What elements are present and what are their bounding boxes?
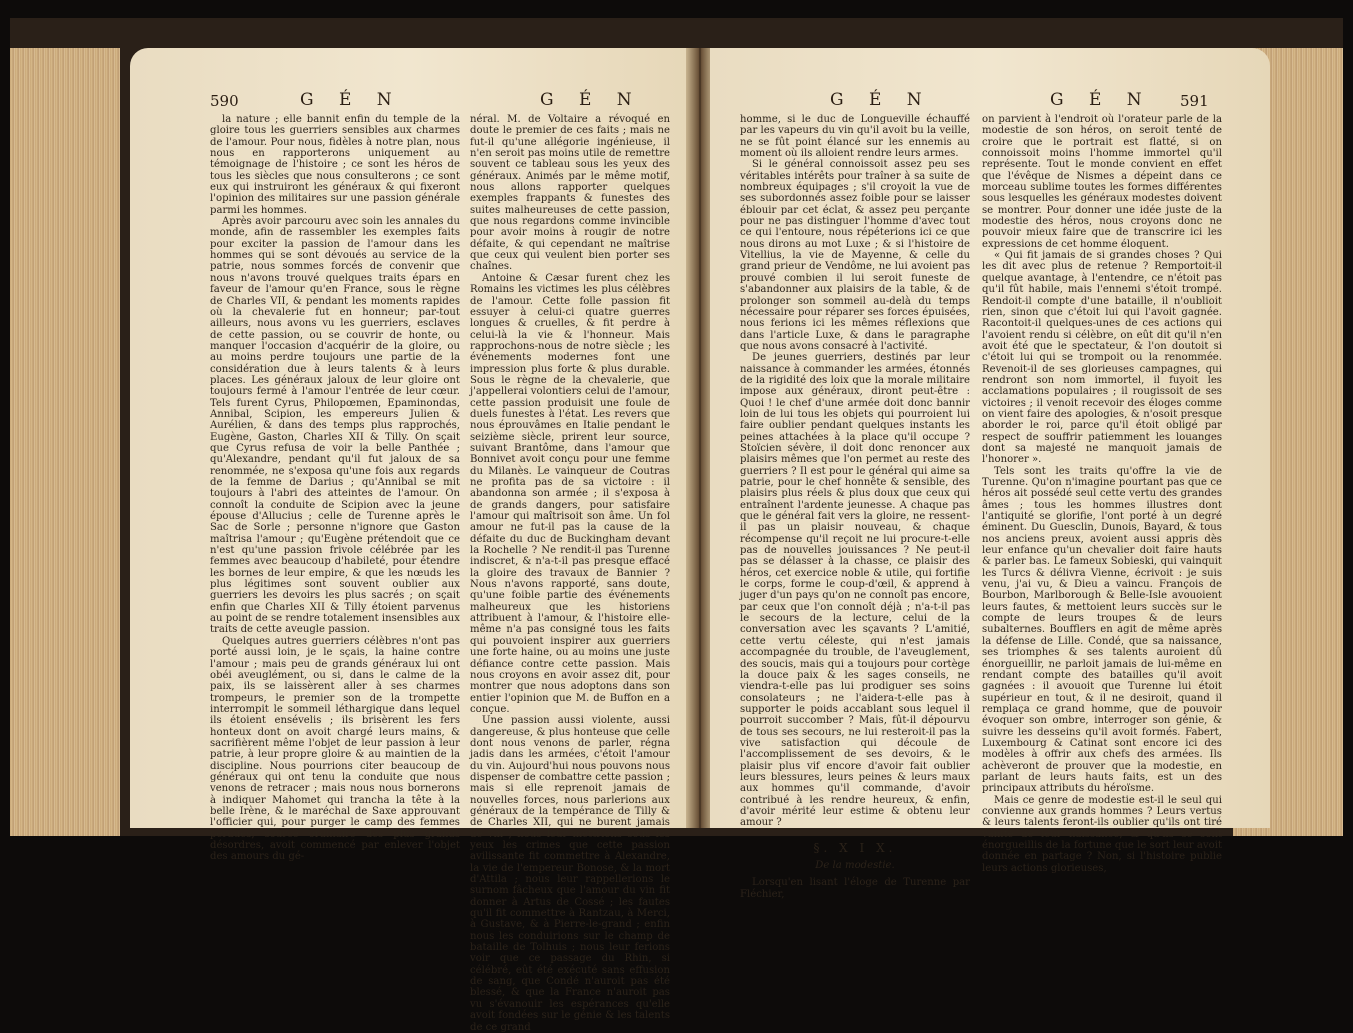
paragraph: homme, si le duc de Longueville échauffé par les vapeurs du vin qu'il avoit bu la veille, ne se fût point élancé sur les ennemis au moment où ils alloient rendre leurs armes. (740, 114, 970, 160)
left-column-1 (210, 114, 460, 863)
right-column-1 (740, 114, 970, 900)
section-subtitle: De la modestie. (815, 860, 895, 871)
running-head-left-col1: G É N (300, 90, 402, 110)
running-head-right-col1: G É N (830, 90, 932, 110)
running-head-right-col2: G É N (1050, 90, 1152, 110)
paragraph: « Qui fit jamais de si grandes choses ? Qui les dit avec plus de retenue ? Remportoit-il quelque avantage, à l'entendre, ce n'étoit pas qu'il fût habile, mais l'ennemi s'étoit trompé. Rendoit-il compte d'une bataille, il n'oublioit rien, sinon que c'étoit lui qui l'avoit gagnée. Racontoit-il quelques-unes de ces actions qui l'avoient rendu si célèbre, on eût dit qu'il n'en avoit été que le spectateur, & l'on doutoit si c'étoit lui qui se trompoit ou la renommée. Revenoit-il de ses glorieuses campagnes, qui rendront son nom immortel, il fuyoit les acclamations populaires ; il rougissoit de ses victoires ; il venoit recevoir des éloges comme on vient faire des apologies, & n'osoit presque aborder le roi, parce qu'il étoit obligé par respect de souffrir patiemment les louanges dont sa majesté ne manquoit jamais de l'honorer ». (982, 250, 1222, 466)
paragraph: Lorsqu'en lisant l'éloge de Turenne par Fléchier, (740, 877, 970, 900)
paragraph: la nature ; elle bannit enfin du temple de la gloire tous les guerriers sensibles aux charmes de l'amour. Pour nous, fidèles à notre plan, nous nous en rapporterons uniquement au témoignage de l'histoire ; ce sont les héros de tous les siècles que nous consulterons ; ce sont eux qui instruiront les généraux & qui fixeront l'opinion des militaires sur une passion générale parmi les hommes. (210, 114, 460, 216)
paragraph: on parvient à l'endroit où l'orateur parle de la modestie de son héros, on seroit tenté de croire que le portrait est flatté, si on connoissoit moins l'homme immortel qu'il représente. Tout le monde convient en effet que l'évêque de Nismes a dépeint dans ce morceau sublime toutes les formes différentes sous lesquelles les généraux modestes doivent se montrer. Pour donner une idée juste de la modestie des héros, nous croyons donc ne pouvoir mieux faire que de transcrire ici les expressions de cet homme éloquent. (982, 114, 1222, 250)
paragraph: De jeunes guerriers, destinés par leur naissance à commander les armées, étonnés de la rigidité des loix que la morale militaire impose aux généraux, diront peut-être : Quoi ! le chef d'une armée doit donc bannir loin de lui tous les objets qui pourroient lui faire oublier pendant quelques instants les peines attachées à la place qu'il occupe ? Stoïcien sévère, il doit donc renoncer aux plaisirs mêmes que l'on permet au reste des guerriers ? Il est pour le général qui aime sa patrie, pour le chef honnête & sensible, des plaisirs plus réels & plus doux que ceux qui entraînent l'ardente jeunesse. A chaque pas que le général fait vers la gloire, ne ressent-il pas un plaisir nouveau, & chaque récompense qu'il reçoit ne lui procure-t-elle pas de nouvelles jouissances ? Ne peut-il pas se délasser à la chasse, ce plaisir des héros, cet exercice noble & utile, qui fortifie le corps, forme le coup-d'œil, & apprend à juger d'un pays qu'on ne connoît pas encore, par ceux que l'on connoît déjà ; n'a-t-il pas le secours de la lecture, celui de la conversation avec les sçavants ? L'amitié, cette vertu céleste, qui n'est jamais accompagnée du trouble, de l'aveuglement, des soucis, mais qui a toujours pour cortège la douce paix & les sages conseils, ne viendra-t-elle pas lui prodiguer ses soins consolateurs ; ne l'aidera-t-elle pas à supporter le poids accablant sous lequel il pourroit succomber ? Mais, fût-il dépourvu de tous ses secours, ne lui resteroit-il pas la vive satisfaction qui découle de l'accomplissement de ses devoirs, & le plaisir plus vif encore d'avoir fait oublier leurs blessures, leurs peines & leurs maux aux hommes qu'il commande, d'avoir contribué à les rendre heureux, & enfin, d'avoir mérité leur estime & obtenu leur amour ? (740, 352, 970, 829)
paragraph: Quelques autres guerriers célèbres n'ont pas porté aussi loin, je le sçais, la haine contre l'amour ; mais peu de grands généraux lui ont obéi aveuglément, ou si, dans le calme de la paix, ils se laissèrent aller à ses charmes trompeurs, le premier son de la trompette interrompit le sommeil léthargique dans lequel ils étoient ensévelis ; ils brisèrent les fers honteux dont on avoit chargé leurs mains, & sacrifièrent même l'objet de leur passion à leur patrie, à leur propre gloire & au maintien de la discipline. Nous pourrions citer beaucoup de généraux qui ont tenu la conduite que nous venons de retracer ; mais nous nous bornerons à indiquer Mahomet qui trancha la tête à la belle Irène, & le maréchal de Saxe approuvant l'officier qui, pour purger le camp des femmes perdues, source ordinaire des plus grands désordres, avoit commencé par enlever l'objet des amours du gé- (210, 635, 460, 863)
page-number-left: 590 (210, 92, 239, 110)
right-column-2 (982, 114, 1222, 874)
paragraph: Tels sont les traits qu'offre la vie de Turenne. Qu'on n'imagine pourtant pas que ce héros ait possédé seul cette vertu des grandes âmes ; tous les hommes illustres dont l'antiquité se glorifie, l'ont porté à un degré éminent. Du Guesclin, Dunois, Bayard, & tous nos anciens preux, avoient aussi appris dès leur enfance qu'un chevalier doit faire hauts & parler bas. Le fameux Sobieski, qui vainquit les Turcs & délivra Vienne, écrivoit : je suis venu, j'ai vu, & Dieu a vaincu. François de Bourbon, Marlborough & Belle-Isle avouoient leurs fautes, & mettoient leurs succès sur le compte de leurs troupes & de leurs subalternes. Boufflers en agit de même après la défense de Lille. Condé, que sa naissance, ses triomphes & ses talents auroient dû énorgueillir, ne parloit jamais de lui-même en rendant compte des batailles qu'il avoit gagnées : il avouoit que Turenne lui étoit supérieur en tout, & il ne desiroit, quand il remplaça ce grand homme, que de pouvoir évoquer son ombre, interroger son génie, & suivre les desseins qu'il avoit formés. Fabert, Luxembourg & Catinat sont encore ici des modèles à offrir aux chefs des armées. Ils achèveront de prouver que la modestie, en parlant de leurs hauts faits, est un des principaux attributs du héroïsme. (982, 465, 1222, 795)
paragraph: Antoine & Cæsar furent chez les Romains les victimes les plus célèbres de l'amour. Cette folle passion fit essuyer à celui-ci quatre guerres longues & cruelles, & fit perdre à celui-là la vie & l'honneur. Mais rapprochons-nous de notre siècle ; les événements modernes font une impression plus forte & plus durable. Sous le règne de la chevalerie, que j'appellerai volontiers celui de l'amour, cette passion produisit une foule de duels funestes à l'état. Les revers que nous éprouvâmes en Italie pendant le seizième siècle, prirent leur source, suivant Brantôme, dans l'amour que Bonnivet avoit conçu pour une femme du Milanès. Le vainqueur de Coutras ne profita pas de sa victoire : il abandonna son armée ; il s'exposa à de grands dangers, pour satisfaire l'amour qui maîtrisoit son âme. Un fol amour ne fut-il pas la cause de la défaite du duc de Buckingham devant la Rochelle ? Ne rendit-il pas Turenne indiscret, & n'a-t-il pas presque effacé la gloire des travaux de Bannier ? Nous n'avons rapporté, sans doute, qu'une foible partie des événements malheureux que les historiens attribuent à l'amour, & l'histoire elle-même n'a pas consigné tous les faits qui pouvoient inspirer aux guerriers une forte haine, ou au moins une juste défiance contre cette passion. Mais nous croyons en avoir assez dit, pour montrer que nous adoptons dans son entier l'opinion que M. de Buffon en a conçue. (470, 272, 670, 715)
paragraph: néral. M. de Voltaire a révoqué en doute le premier de ces faits ; mais ne fut-il qu'une allégorie ingénieuse, il n'en seroit pas moins utile de remettre souvent ce tableau sous les yeux des généraux. Animés par le même motif, nous allons rapporter quelques exemples frappants & funestes des suites malheureuses de cette passion, que nous regardons comme invincible pour avoir moins à rougir de notre défaite, & qui cependant ne maîtrise que ceux qui veulent bien porter ses chaînes. (470, 114, 670, 273)
open-book (10, 18, 1343, 1033)
page-number-right: 591 (1180, 92, 1209, 110)
left-column-2 (470, 114, 670, 1033)
paragraph: Si le général connoissoit assez peu ses véritables intérêts pour traîner à sa suite de nombreux équipages ; s'il croyoit la vue de ses subordonnés assez foible pour se laisser éblouir par cet éclat, & assez peu perçante pour ne pas distinguer l'homme d'avec tout ce qui l'entoure, nous répéterions ici ce que nous dirons au mot Luxe ; & si l'histoire de Vitellius, la vie de Mayenne, & celle du grand prieur de Vendôme, ne lui avoient pas prouvé combien il lui seroit funeste de s'abandonner aux plaisirs de la table, & de prolonger son sommeil au-delà du temps nécessaire pour réparer ses forces épuisées, nous ferions ici les mêmes réflexions que dans l'article Luxe, & dans le paragraphe que nous avons consacré à l'activité. (740, 159, 970, 352)
section-title: §. X I X. (813, 840, 897, 855)
right-page (710, 48, 1270, 900)
paragraph: Mais ce genre de modestie est-il le seul qui convienne aux grands hommes ? Leurs vertus & leurs talents feront-ils oublier qu'ils ont tiré vanité de leur naissance, & qu'ils se sont énorgueillis de la fortune que le sort leur avoit donnée en partage ? Non, si l'histoire publie leurs actions glorieuses, (982, 794, 1222, 874)
running-head-left-col2: G É N (540, 90, 642, 110)
paragraph: Après avoir parcouru avec soin les annales du monde, afin de rassembler les exemples faits pour exciter la passion de l'amour dans les hommes qui se sont dévoués au service de la patrie, nous sommes forcés de convenir que nous n'avons trouvé quelques traits épars en faveur de l'amour qu'en France, sous le règne de Charles VII, & pendant les moments rapides où la chevalerie fut en honneur; par-tout ailleurs, nous avons vu les guerriers, esclaves de cette passion, ou se couvrir de honte, ou manquer l'occasion d'acquérir de la gloire, ou au moins perdre toujours une partie de la considération due à leurs talents & à leurs places. Les généraux jaloux de leur gloire ont toujours fermé à l'amour l'entrée de leur cœur. Tels furent Cyrus, Philopœmen, Epaminondas, Annibal, Scipion, les empereurs Julien & Aurélien, & dans des temps plus rapprochés, Eugène, Gaston, Charles XII & Tilly. On sçait que Cyrus refusa de voir la belle Panthée ; qu'Alexandre, pendant qu'il fut jaloux de sa renommée, ne s'exposa qu'une fois aux regards de la femme de Darius ; qu'Annibal se mit toujours à l'abri des atteintes de l'amour. On connoît la conduite de Scipion avec la jeune épouse d'Allucius ; celle de Turenne après le Sac de Sorle ; personne n'ignore que Gaston maîtrisa l'amour ; qu'Eugène prétendoit que ce n'est qu'une passion frivole célébrée par les femmes avec beaucoup d'habileté, pour étendre les bornes de leur empire, & que les nœuds les plus légitimes sont souvent oublier aux guerriers les devoirs les plus sacrés ; on sçait enfin que Charles XII & Tilly étoient parvenus au point de se rendre totalement insensibles aux traits de cette aveugle passion. (210, 216, 460, 636)
left-page (130, 48, 690, 1033)
page-edges-left (10, 48, 120, 836)
paragraph: Une passion aussi violente, aussi dangereuse, & plus honteuse que celle dont nous venons de parler, régna jadis dans les armées, c'étoit l'amour du vin. Aujourd'hui nous pouvons nous dispenser de combattre cette passion ; mais si elle reprenoit jamais de nouvelles forces, nous parlerions aux généraux de la tempérance de Tilly & de Charles XII, qui ne burent jamais de vin ; nous leur mettrions sous les yeux les crimes que cette passion avilissante fit commettre à Alexandre, la vie de l'empereur Bonose, & la mort d'Attila ; nous leur rappellerions le surnom fâcheux que l'amour du vin fit donner à Artus de Cossé ; les fautes qu'il fit commettre à Rantzau, à Merci, à Gustave, & à Pierre-le-grand ; enfin nous les conduirions sur le champ de bataille de Tolhuis ; nous leur ferions voir que ce passage du Rhin, si célébré, eût été exécuté sans effusion de sang, que Condé n'auroit pas été blessé, & que la France n'auroit pas vu s'évanouir les espérances qu'elle avoit fondées sur le génie & les talents de ce grand (470, 715, 670, 1033)
